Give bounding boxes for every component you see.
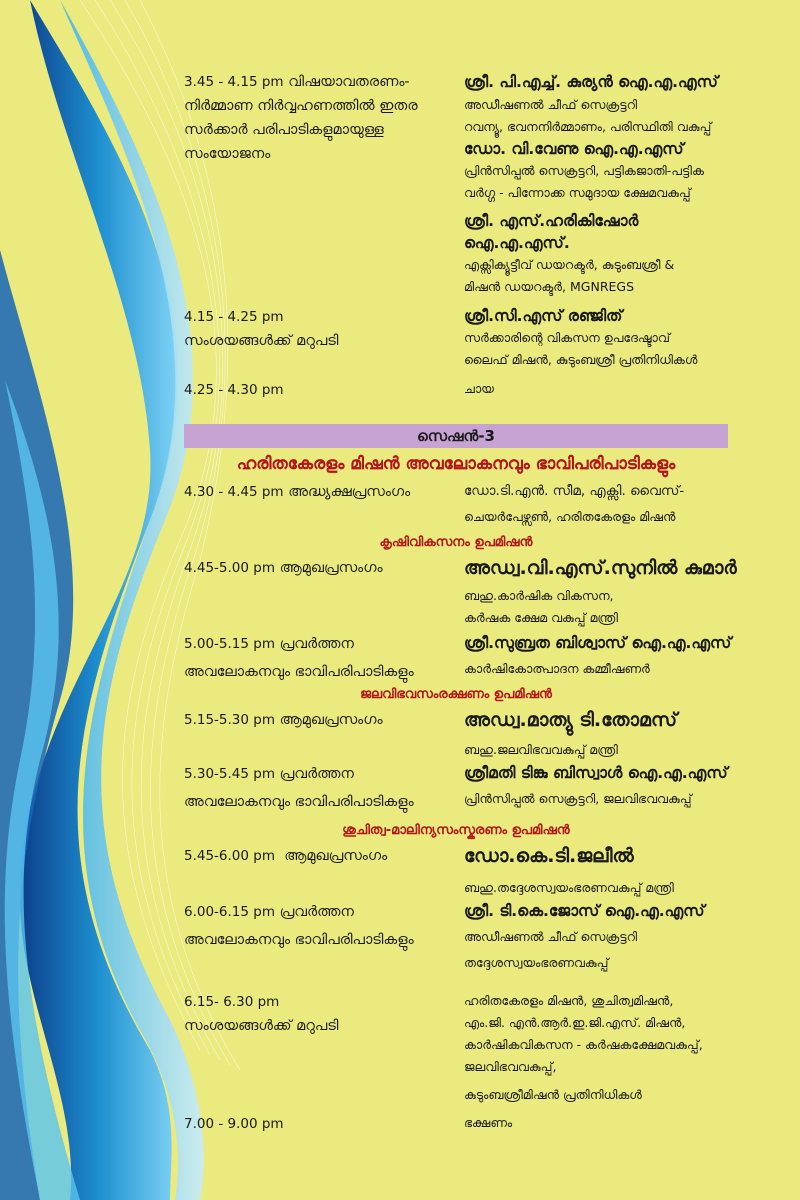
time-slot: 5.00-5.15 pm [184, 636, 275, 652]
topic-text: അവലോകനവും ഭാവിപരിപാടികളും [184, 932, 414, 948]
topic-text: പ്രവർത്തന [279, 636, 354, 652]
activity-text: ഭക്ഷണം [464, 1115, 513, 1130]
speaker-name: ഡോ. വി.വേണു ഐ.എ.എസ് [464, 140, 684, 158]
speaker-name: ഡോ.കെ.ടി.ജലീൽ [464, 845, 634, 867]
participant-text: ഹരിതകേരളം മിഷൻ, ശുചിത്വമിഷൻ, [464, 993, 674, 1008]
submission-title: ശുചിത്വ-മാലിന്യസംസ്കരണം ഉപമിഷൻ [342, 823, 570, 838]
time-slot: 5.15-5.30 pm [184, 712, 275, 728]
topic-text: പ്രവർത്തന [279, 766, 354, 782]
agenda-row [184, 378, 744, 402]
agenda-row [184, 707, 744, 761]
submission-title: കൃഷിവികസനം ഉപമിഷൻ [379, 535, 533, 550]
speaker-role: പ്രിൻസിപ്പൽ സെക്രട്ടറി, ജലവിഭവവകുപ്പ് [464, 791, 692, 806]
topic-text: സംശയങ്ങൾക്ക് മറുപടി [184, 1018, 339, 1034]
agenda-row [184, 70, 744, 298]
speaker-role: ഡോ.ടി.എൻ. സീമ, എക്സി. വൈസ്- [464, 483, 685, 499]
agenda-row [184, 1112, 744, 1136]
topic-text: ആമുഖപ്രസംഗം [279, 560, 383, 576]
topic-text: ആമുഖപ്രസംഗം [284, 848, 388, 864]
agenda-row [184, 555, 744, 629]
topic-text: വിഷയാവതരണം- [288, 74, 410, 90]
session-label: സെഷൻ-3 [184, 424, 728, 448]
session-title: ഹരിതകേരളം മിഷൻ അവലോകനവും ഭാവിപരിപാടികളും [236, 454, 676, 474]
speaker-role: റവന്യൂ, ഭവനനിർമ്മാണം, പരിസ്ഥിതി വകുപ്പ് [464, 119, 712, 134]
topic-text: നിർമ്മാണ നിർവ്വഹണത്തിൽ ഇതര [184, 98, 418, 114]
speaker-role: കാർഷികോത്പാദന കമ്മീഷണർ [464, 661, 650, 676]
speaker-name: ശ്രീ. പി.എച്ച്. കുര്യൻ ഐ.എ.എസ് [464, 73, 718, 91]
speaker-role: സർക്കാരിന്റെ വികസന ഉപദേഷ്ടാവ് [464, 330, 670, 345]
time-slot: 4.30 - 4.45 pm [184, 484, 284, 500]
agenda-row [184, 305, 744, 371]
topic-text: അദ്ധ്യക്ഷപ്രസംഗം [288, 484, 411, 500]
time-slot: 7.00 - 9.00 pm [184, 1116, 284, 1132]
participant-text: എം.ജി. എൻ.ആർ.ഇ.ജി.എസ്. മിഷൻ, [464, 1015, 686, 1030]
agenda-row [184, 900, 744, 974]
agenda-row [184, 480, 744, 528]
agenda-row [184, 632, 744, 684]
speaker-role: ബഹു.ജലവിഭവവകുപ്പ് മന്ത്രി [464, 742, 618, 757]
speaker-role: ബഹു.കാർഷിക വികസന, [464, 588, 614, 603]
time-slot: 5.30-5.45 pm [184, 766, 275, 782]
time-slot: 3.45 - 4.15 pm [184, 74, 284, 90]
topic-text: പ്രവർത്തന [279, 904, 354, 920]
speaker-role: അഡീഷണൽ ചീഫ് സെക്രട്ടറി [464, 929, 638, 944]
speaker-role: കർഷക ക്ഷേമ വകുപ്പ് മന്ത്രി [464, 610, 619, 625]
participant-text: ജലവിഭവവകുപ്പ്, [464, 1059, 557, 1074]
speaker-name: ശ്രീ. എസ്.ഹരികിഷോർ ഐ.എ.എസ്. [464, 212, 639, 252]
speaker-name: ശ്രീമതി ടിങ്കു ബിസ്വാൾ ഐ.എ.എസ് [464, 764, 728, 782]
speaker-role: ബഹു.തദ്ദേശസ്വയംഭരണവകുപ്പ് മന്ത്രി [464, 880, 674, 895]
topic-text: സർക്കാർ പരിപാടികളുമായുള്ള [184, 122, 384, 138]
agenda-row [184, 843, 744, 899]
agenda-row [184, 990, 744, 1106]
time-slot: 4.15 - 4.25 pm [184, 309, 284, 325]
agenda-content [184, 0, 744, 1200]
speaker-name: അഡ്വ.വി.എസ്.സുനിൽ കുമാർ [464, 557, 737, 579]
speaker-role: ലൈഫ് മിഷൻ, കുടുംബശ്രീ പ്രതിനിധികൾ [464, 352, 698, 367]
time-slot: 4.25 - 4.30 pm [184, 382, 284, 398]
time-slot: 5.45-6.00 pm [184, 848, 275, 864]
speaker-role: എക്സിക്യൂട്ടീവ് ഡയറക്ടർ, കുടുംബശ്രീ & [464, 257, 675, 272]
topic-text: ആമുഖപ്രസംഗം [279, 712, 383, 728]
speaker-name: ശ്രീ.സുബ്രത ബിശ്വാസ് ഐ.എ.എസ് [464, 634, 732, 652]
speaker-role: മിഷൻ ഡയറക്ടർ, MGNREGS [464, 279, 635, 294]
speaker-role: വർഗ്ഗ - പിന്നോക്ക സമുദായ ക്ഷേമവകുപ്പ് [464, 185, 691, 200]
participant-text: കുടുംബശ്രീമിഷൻ പ്രതിനിധികൾ [464, 1087, 642, 1102]
participant-text: കാർഷികവികസന - കർഷകക്ഷേമവകുപ്പ്, [464, 1037, 703, 1052]
topic-text: സംയോജനം [184, 146, 271, 162]
topic-text: അവലോകനവും ഭാവിപരിപാടികളും [184, 664, 414, 680]
agenda-row [184, 762, 744, 814]
topic-text: അവലോകനവും ഭാവിപരിപാടികളും [184, 794, 414, 810]
speaker-role: പ്രിൻസിപ്പൽ സെക്രട്ടറി, പട്ടികജാതി-പട്ടിക [464, 163, 704, 178]
speaker-role: തദ്ദേശസ്വയംഭരണവകുപ്പ് [464, 955, 609, 970]
speaker-name: ശ്രീ.സി.എസ് രഞ്ജിത് [464, 307, 623, 325]
time-slot: 6.15- 6.30 pm [184, 994, 280, 1010]
speaker-role: ചെയർപേഴ്സൺ, ഹരിതകേരളം മിഷൻ [464, 509, 676, 524]
topic-text: സംശയങ്ങൾക്ക് മറുപടി [184, 333, 339, 349]
speaker-name: അഡ്വ.മാത്യു ടി.തോമസ് [464, 709, 678, 731]
activity-text: ചായ [464, 381, 494, 396]
time-slot: 6.00-6.15 pm [184, 904, 275, 920]
submission-title: ജലവിഭവസംരക്ഷണം ഉപമിഷൻ [360, 687, 552, 702]
speaker-role: അഡീഷണൽ ചീഫ് സെക്രട്ടറി [464, 97, 638, 112]
time-slot: 4.45-5.00 pm [184, 560, 275, 576]
speaker-name: ശ്രീ. ടി.കെ.ജോസ് ഐ.എ.എസ് [464, 902, 705, 920]
